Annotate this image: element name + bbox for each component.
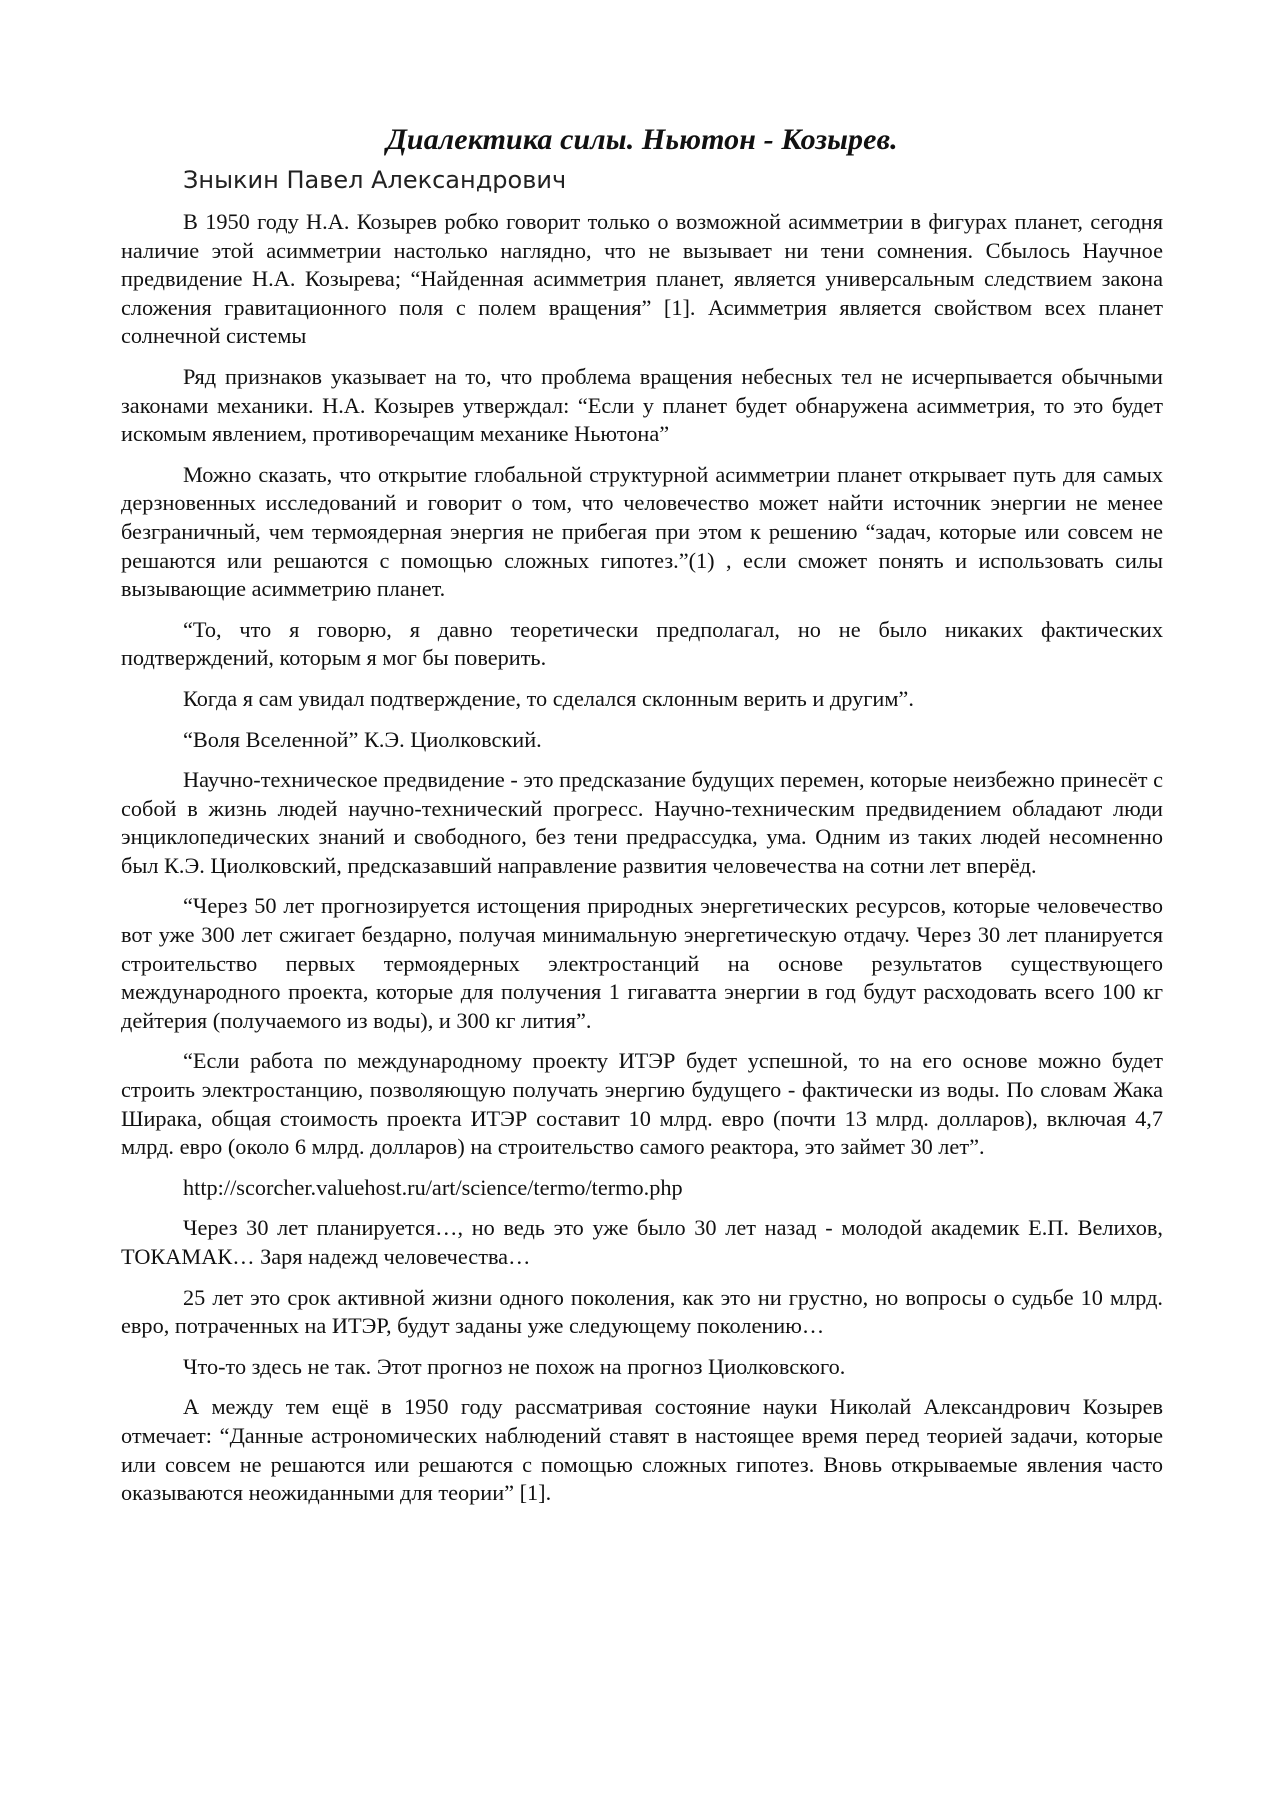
source-url[interactable]: http://scorcher.valuehost.ru/art/science/termo/termo.php	[183, 1174, 683, 1200]
paragraph-5: Когда я сам увидал подтверждение, то сделался склонным верить и другим”.	[183, 685, 914, 711]
paragraph-4: “То, что я говорю, я давно теоретически предполагал, но не было никаких фактических подтверждений, которым я мог бы поверить.	[121, 616, 1163, 671]
paragraph-11: Через 30 лет планируется…, но ведь это уже было 30 лет назад - молодой академик Е.П. Велихов, ТОКАМАК… Заря надежд человечества…	[121, 1215, 1163, 1269]
paragraph-8: “Через 50 лет прогнозируется истощения природных энергетических ресурсов, которые человечество вот уже 300 лет сжигает бездарно, получая минимальную энергетическую отдачу. Через 30 лет планируется строительство первых термоядерных электростанций на основе результатов существующего международного проекта, которые для получения 1 гигаватта энергии в год будут расходовать всего 100 кг дейтерия (получаемого из воды), и 300 кг лития”.	[121, 893, 1163, 1033]
document-body	[121, 122, 1163, 1508]
paragraph-13: Что-то здесь не так. Этот прогноз не похож на прогноз Циолковского.	[183, 1353, 846, 1379]
paragraph-12: 25 лет это срок активной жизни одного поколения, как это ни грустно, но вопросы о судьбе 10 млрд. евро, потраченных на ИТЭР, будут заданы уже следующему поколению…	[121, 1284, 1163, 1339]
paragraph-2: Ряд признаков указывает на то, что проблема вращения небесных тел не исчерпывается обычными законами механики. Н.А. Козырев утверждал: “Если у планет будет обнаружена асимметрия, то это будет искомым явлением, противоречащим механике Ньютона”	[121, 363, 1163, 447]
paragraph-3: Можно сказать, что открытие глобальной структурной асимметрии планет открывает путь для самых дерзновенных исследований и говорит о том, что человечество может найти источник энергии не менее безграничный, чем термоядерная энергия не прибегая при этом к решению “задач, которые или совсем не решаются или решаются с помощью сложных гипотез.”(1) , если сможет понять и использовать силы вызывающие асимметрию планет.	[121, 461, 1163, 602]
paragraph-9: “Если работа по международному проекту ИТЭР будет успешной, то на его основе можно будет строить электростанцию, позволяющую получать энергию будущего - фактически из воды. По словам Жака Ширака, общая стоимость проекта ИТЭР составит 10 млрд. евро (почти 13 млрд. долларов), включая 4,7 млрд. евро (около 6 млрд. долларов) на строительство самого реактора, это займет 30 лет”.	[121, 1048, 1163, 1160]
paragraph-1: В 1950 году Н.А. Козырев робко говорит только о возможной асимметрии в фигурах планет, сегодня наличие этой асимметрии настолько наглядно, что не вызывает ни тени сомнения. Сбылось Научное предвидение Н.А. Козырева; “Найденная асимметрия планет, является универсальным следствием закона сложения гравитационного поля с полем вращения” [1]. Асимметрия является свойством всех планет солнечной системы	[121, 209, 1163, 349]
document-title: Диалектика силы. Ньютон - Козырев.	[386, 123, 898, 156]
paragraph-7: Научно-техническое предвидение - это предсказание будущих перемен, которые неизбежно принесёт с собой в жизнь людей научно-технический прогресс. Научно-техническим предвидением обладают люди энциклопедических знаний и свободного, без тени предрассудка, ума. Одним из таких людей несомненно был К.Э. Циолковский, предсказавший направление развития человечества на сотни лет вперёд.	[121, 767, 1163, 878]
paragraph-14: А между тем ещё в 1950 году рассматривая состояние науки Николай Александрович Козырев отмечает: “Данные астрономических наблюдений ставят в настоящее время перед теорией задачи, которые или совсем не решаются или решаются с помощью сложных гипотез. Вновь открываемые явления часто оказываются неожиданными для теории” [1].	[121, 1394, 1163, 1506]
paragraph-6: “Воля Вселенной” К.Э. Циолковский.	[183, 726, 542, 752]
document-author: Зныкин Павел Александрович	[183, 166, 567, 194]
